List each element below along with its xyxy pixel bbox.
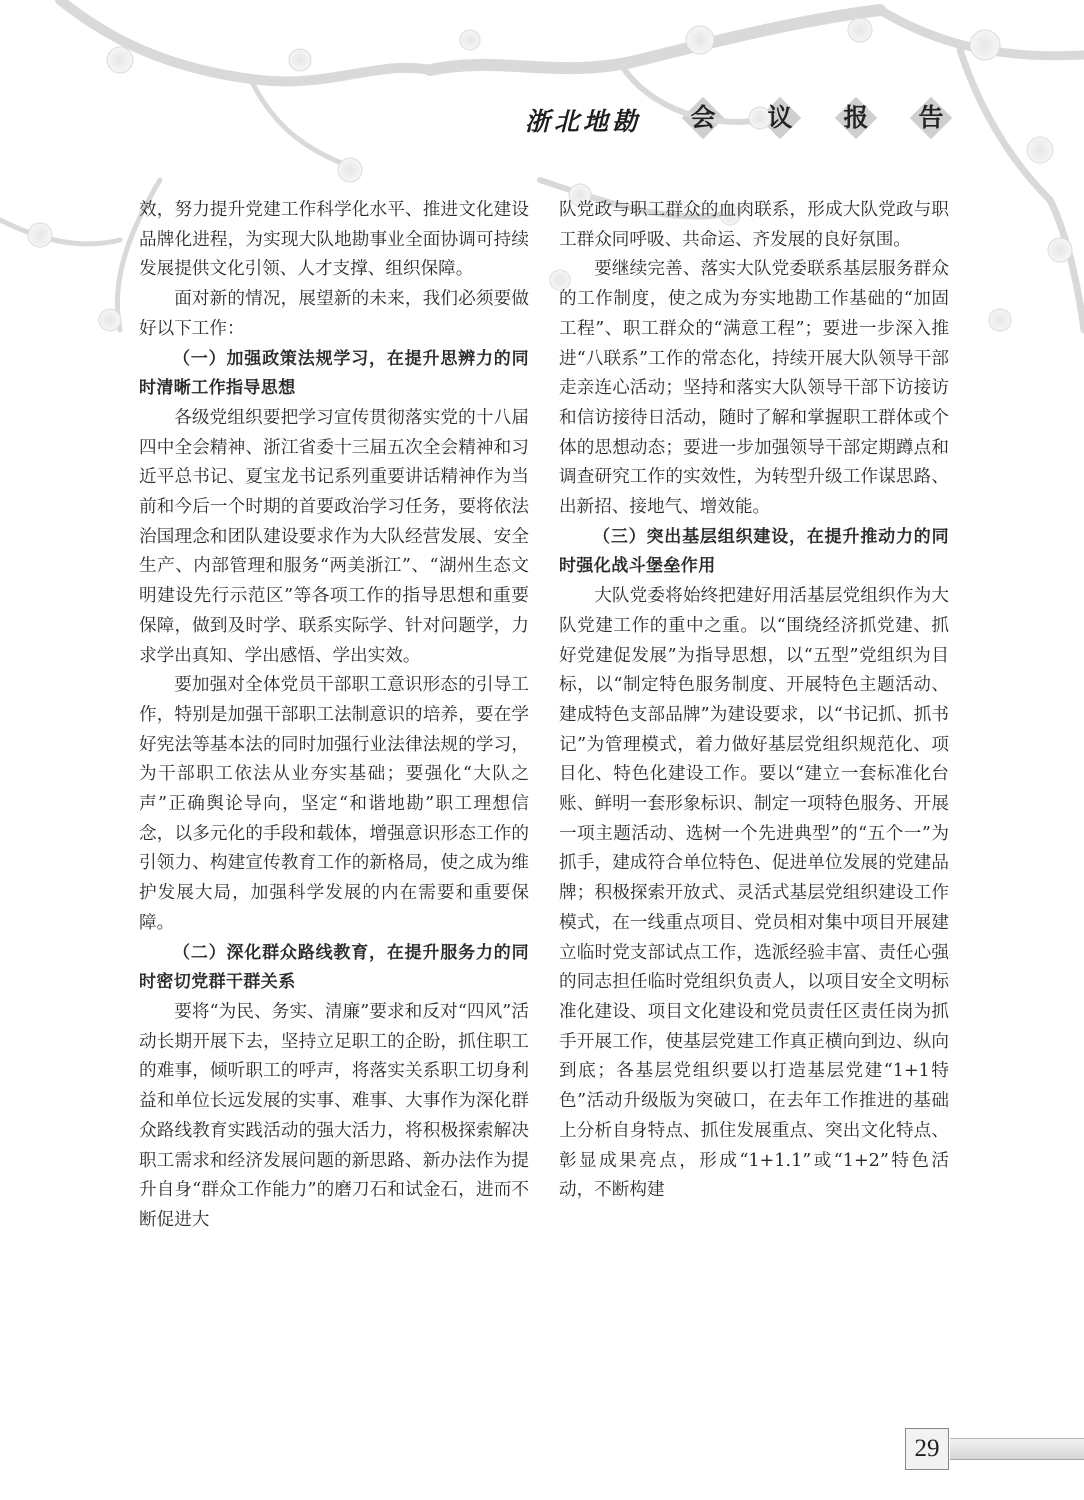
paragraph: 面对新的情况，展望新的未来，我们必须要做好以下工作：: [139, 289, 529, 339]
paragraph: 要加强对全体党员干部职工意识形态的引导工作，特别是加强干部职工法制意识的培养，要在学好宪法等基本法的同时加强行业法律法规的学习，为干部职工依法从业夯实基础；要强化“大队之声”正确舆论导向，坚定“和谐地勘”职工理想信念，以多元化的手段和载体，增强意识形态工作的引领力、构建宣传教育工作的新格局，使之成为维护发展大局，加强科学发展的内在需要和重要保障。: [139, 675, 529, 933]
left-column: [139, 196, 529, 1236]
section-char-1: 会: [685, 100, 721, 136]
page-number: 29: [905, 1428, 949, 1470]
section-char-4: 告: [913, 100, 949, 136]
paragraph: 要将“为民、务实、清廉”要求和反对“四风”活动长期开展下去，坚持立足职工的企盼，抓住职工的难事，倾听职工的呼声，将落实关系职工切身利益和单位长远发展的实事、难事、大事作为深化群众路线教育实践活动的强大活力，将积极探索解决职工需求和经济发展问题的新思路、新办法作为提升自身“群众工作能力”的磨刀石和试金石，进而不断促进大: [139, 1001, 529, 1230]
paragraph: 大队党委将始终把建好用活基层党组织作为大队党建工作的重中之重。以“围绕经济抓党建、抓好党建促发展”为指导思想，以“五型”党组织为目标，以“制定特色服务制度、开展特色主题活动、建成特色支部品牌”为建设要求，以“书记抓、抓书记”为管理模式，着力做好基层党组织规范化、项目化、特色化建设工作。要以“建立一套标准化台账、鲜明一套形象标识、制定一项特色服务、开展一项主题活动、选树一个先进典型”的“五个一”为抓手，建成符合单位特色、促进单位发展的党建品牌；积极探索开放式、灵活式基层党组织建设工作模式，在一线重点项目、党员相对集中项目开展建立临时党支部试点工作，选派经验丰富、责任心强的同志担任临时党组织负责人，以项目安全文明标准化建设、项目文化建设和党员责任区责任岗为抓手开展工作，使基层党建工作真正横向到边、纵向到底；各基层党组织要以打造基层党建“1+1特色”活动升级版为突破口，在去年工作推进的基础上分析自身特点、抓住发展重点、突出文化特点、彰显成果亮点，形成“1+1.1”或“1+2”特色活动，不断构建: [559, 586, 949, 1201]
section-heading: （二）深化群众路线教育，在提升服务力的同时密切党群干群关系: [139, 942, 529, 993]
paragraph: 各级党组织要把学习宣传贯彻落实党的十八届四中全会精神、浙江省委十三届五次全会精神和习近平总书记、夏宝龙书记系列重要讲话精神作为当前和今后一个时期的首要政治学习任务，要将依法治国理念和团队建设要求作为大队经营发展、安全生产、内部管理和服务“两美浙江”、“湖州生态文明建设先行示范区”等各项工作的指导思想和重要保障，做到及时学、联系实际学、针对问题学，力求学出真知、学出感悟、学出实效。: [139, 407, 529, 666]
paragraph: 队党政与职工群众的血肉联系，形成大队党政与职工群众同呼吸、共命运、齐发展的良好氛围。: [559, 200, 949, 250]
page-number-bar: [950, 1438, 1084, 1460]
magazine-title: 浙北地勘: [525, 107, 642, 136]
paragraph: 效，努力提升党建工作科学化水平、推进文化建设品牌化进程，为实现大队地勘事业全面协调可持续发展提供文化引领、人才支撑、组织保障。: [139, 200, 529, 280]
paragraph: 要继续完善、落实大队党委联系基层服务群众的工作制度，使之成为夯实地勘工作基础的“加固工程”、职工群众的“满意工程”；要进一步深入推进“八联系”工作的常态化，持续开展大队领导干部走亲连心活动；坚持和落实大队领导干部下访接访和信访接待日活动，随时了解和掌握职工群体或个体的思想动态；要进一步加强领导干部定期蹲点和调查研究工作的实效性，为转型升级工作谋思路、出新招、接地气、增效能。: [559, 259, 949, 518]
page-header: [525, 100, 955, 140]
section-heading: （三）突出基层组织建设，在提升推动力的同时强化战斗堡垒作用: [559, 526, 949, 577]
section-char-3: 报: [838, 100, 874, 136]
section-heading: （一）加强政策法规学习，在提升思辨力的同时清晰工作指导思想: [139, 348, 529, 399]
section-char-2: 议: [762, 100, 798, 136]
right-column: [559, 196, 949, 1206]
